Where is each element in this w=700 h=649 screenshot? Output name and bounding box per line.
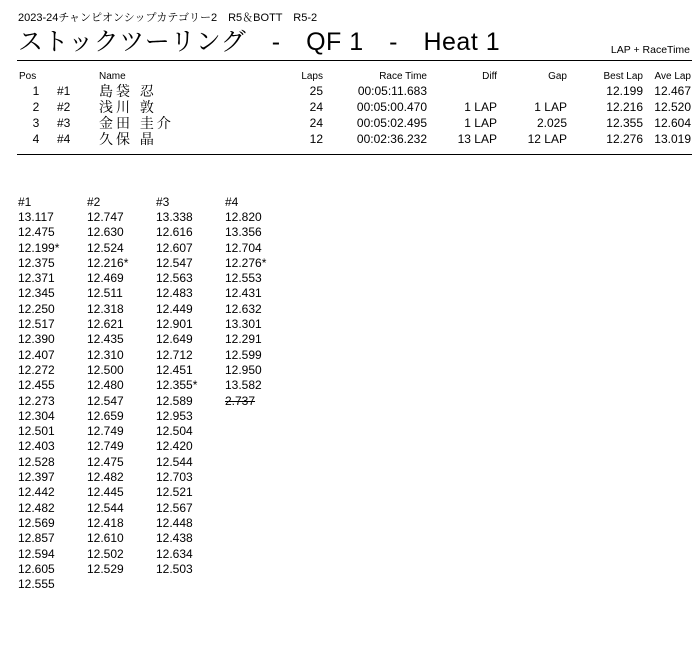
format-label: LAP + RaceTime <box>610 44 690 56</box>
lap-time: 12.475 <box>18 225 55 240</box>
lap-time: 12.199* <box>18 240 60 255</box>
lap-column-header: #4 <box>225 195 239 209</box>
lap-time: 12.304 <box>18 408 55 423</box>
lap-time: 12.901 <box>156 317 193 332</box>
ave-lap-cell: 13.019 <box>654 132 691 146</box>
lap-column-header: #2 <box>87 195 101 209</box>
pos-cell: 3 <box>32 116 40 130</box>
lap-column-header: #1 <box>18 195 32 209</box>
lap-time: 13.117 <box>18 210 54 224</box>
table-row <box>17 131 693 147</box>
driver-name-cell: 島袋 忍 <box>99 83 157 99</box>
best-lap-cell: 12.216 <box>606 100 643 114</box>
lap-time: 12.544 <box>156 454 193 469</box>
lap-time: 12.511 <box>87 286 123 301</box>
lap-time: 12.703 <box>156 470 193 485</box>
lap-time: 12.503 <box>156 561 193 576</box>
col-number <box>55 70 97 83</box>
table-row <box>17 115 693 131</box>
lap-time: 12.599 <box>225 347 262 362</box>
best-lap-cell: 12.355 <box>606 116 643 130</box>
pos-cell: 1 <box>32 84 40 98</box>
car-number-cell: #3 <box>57 116 71 130</box>
pos-cell: 4 <box>32 132 40 146</box>
lap-time: 12.517 <box>18 317 55 332</box>
driver-name-cell: 浅川 敦 <box>99 99 157 115</box>
lap-time: 12.630 <box>87 225 124 240</box>
lap-time: 12.544 <box>87 500 124 515</box>
lap-time: 12.607 <box>156 240 193 255</box>
race-time-cell: 00:02:36.232 <box>356 132 427 146</box>
page-title: ストックツーリング - QF 1 - Heat 1 <box>18 28 501 56</box>
lap-time: 12.820 <box>225 210 262 224</box>
best-lap-cell: 12.276 <box>606 132 643 146</box>
ave-lap-cell: 12.520 <box>654 100 691 114</box>
lap-time: 12.438 <box>156 531 193 546</box>
lap-time: 12.502 <box>87 546 124 561</box>
car-number-cell: #4 <box>57 132 71 146</box>
col-best-lap: Best Lap <box>603 71 643 82</box>
lap-time: 12.749 <box>87 439 124 454</box>
pos-cell: 2 <box>32 100 40 114</box>
diff-cell: 1 LAP <box>464 100 497 114</box>
race-time-cell: 00:05:11.683 <box>357 84 427 98</box>
lap-time: 12.621 <box>87 317 124 332</box>
lap-time: 12.712 <box>156 347 193 362</box>
gap-cell <box>499 83 569 99</box>
col-race-time: Race Time <box>379 71 427 82</box>
lap-time: 12.435 <box>87 332 124 347</box>
car-number-cell: #1 <box>57 84 71 98</box>
diff-cell: 13 LAP <box>457 132 497 146</box>
driver-name-cell: 久保 晶 <box>99 131 157 147</box>
laps-cell: 24 <box>309 100 323 114</box>
lap-time: 12.610 <box>87 531 124 546</box>
results-table <box>17 70 693 147</box>
lap-time: 12.659 <box>87 408 124 423</box>
lap-time: 12.418 <box>87 515 124 530</box>
diff-cell <box>429 83 499 99</box>
lap-time: 12.445 <box>87 485 124 500</box>
lap-time: 12.475 <box>87 454 124 469</box>
lap-time: 12.553 <box>225 271 262 286</box>
col-gap: Gap <box>548 71 567 82</box>
lap-time: 12.704 <box>225 240 262 255</box>
lap-time: 12.448 <box>156 515 193 530</box>
laps-cell: 24 <box>309 116 323 130</box>
lap-time: 12.953 <box>156 408 193 423</box>
lap-time: 12.632 <box>225 301 262 316</box>
car-number-cell: #2 <box>57 100 71 114</box>
lap-time: 12.747 <box>87 210 124 224</box>
lap-time: 12.469 <box>87 271 124 286</box>
lap-times-grid <box>18 194 294 592</box>
lap-time: 12.504 <box>156 424 193 439</box>
lap-time: 12.420 <box>156 439 193 454</box>
lap-time: 12.500 <box>87 362 124 377</box>
lap-time: 12.567 <box>156 500 193 515</box>
lap-time: 12.455 <box>18 378 55 393</box>
lap-time: 12.451 <box>156 362 193 377</box>
lap-time: 12.407 <box>18 347 55 362</box>
col-laps: Laps <box>301 71 323 82</box>
lap-time: 12.272 <box>18 362 55 377</box>
lap-time: 13.338 <box>156 210 193 224</box>
gap-cell: 2.025 <box>536 116 567 130</box>
lap-time: 12.594 <box>18 546 55 561</box>
lap-time: 12.482 <box>87 470 124 485</box>
gap-cell: 12 LAP <box>527 132 567 146</box>
lap-time: 12.857 <box>18 531 55 546</box>
lap-time: 12.483 <box>156 286 193 301</box>
lap-time: 12.555 <box>18 577 55 592</box>
col-ave-lap: Ave Lap <box>654 71 691 82</box>
lap-time: 12.480 <box>87 378 124 393</box>
lap-time: 12.403 <box>18 439 55 454</box>
lap-time: 12.605 <box>18 561 55 576</box>
lap-time: 12.449 <box>156 301 193 316</box>
race-time-cell: 00:05:02.495 <box>356 116 427 130</box>
lap-time: 12.397 <box>18 470 55 485</box>
lap-column-header: #3 <box>156 195 170 209</box>
gap-cell: 1 LAP <box>534 100 567 114</box>
lap-time: 12.250 <box>18 301 55 316</box>
lap-time: 12.216* <box>87 255 129 270</box>
lap-time: 2.737 <box>225 393 256 408</box>
lap-time: 12.273 <box>18 393 55 408</box>
results-header-row <box>17 70 693 83</box>
col-pos: Pos <box>19 71 37 82</box>
lap-time: 12.310 <box>87 347 124 362</box>
lap-time: 12.501 <box>18 424 55 439</box>
lap-column <box>156 194 225 592</box>
best-lap-cell: 12.199 <box>606 84 643 98</box>
header-divider <box>17 60 692 61</box>
lap-time: 12.569 <box>18 515 55 530</box>
race-time-cell: 00:05:00.470 <box>356 100 427 114</box>
col-diff: Diff <box>482 71 497 82</box>
lap-time: 12.749 <box>87 424 124 439</box>
driver-name-cell: 金田 圭介 <box>99 115 174 131</box>
lap-time: 12.431 <box>225 286 262 301</box>
lap-time: 12.589 <box>156 393 193 408</box>
lap-time: 12.649 <box>156 332 193 347</box>
lap-time: 12.950 <box>225 362 262 377</box>
laps-cell: 25 <box>309 84 323 98</box>
lap-time: 12.355* <box>156 378 198 393</box>
lap-time: 12.528 <box>18 454 55 469</box>
lap-time: 12.482 <box>18 500 55 515</box>
lap-time: 12.345 <box>18 286 55 301</box>
lap-time: 12.524 <box>87 240 124 255</box>
lap-time: 13.301 <box>225 317 262 332</box>
lap-time: 12.318 <box>87 301 124 316</box>
laps-cell: 12 <box>309 132 323 146</box>
lap-time: 13.582 <box>225 378 262 393</box>
col-name: Name <box>99 71 126 82</box>
lap-column <box>225 194 294 592</box>
lap-column <box>18 194 87 592</box>
lap-time: 12.634 <box>156 546 193 561</box>
lap-time: 12.547 <box>156 255 193 270</box>
lap-column <box>87 194 156 592</box>
table-row <box>17 83 693 99</box>
lap-time: 12.442 <box>18 485 55 500</box>
lap-time: 12.521 <box>156 485 193 500</box>
lap-time: 12.291 <box>225 332 262 347</box>
ave-lap-cell: 12.467 <box>654 84 691 98</box>
diff-cell: 1 LAP <box>464 116 497 130</box>
results-divider <box>17 154 692 155</box>
lap-time: 12.276* <box>225 255 267 270</box>
lap-time: 12.375 <box>18 255 55 270</box>
lap-time: 12.616 <box>156 225 193 240</box>
lap-time: 12.547 <box>87 393 124 408</box>
table-row <box>17 99 693 115</box>
event-name: 2023-24チャンピオンシップカテゴリー2 R5＆BOTT R5-2 <box>18 12 318 24</box>
lap-time: 12.529 <box>87 561 124 576</box>
ave-lap-cell: 12.604 <box>654 116 691 130</box>
lap-time: 12.371 <box>18 271 55 286</box>
lap-time: 12.390 <box>18 332 55 347</box>
lap-time: 12.563 <box>156 271 193 286</box>
lap-time: 13.356 <box>225 225 262 240</box>
